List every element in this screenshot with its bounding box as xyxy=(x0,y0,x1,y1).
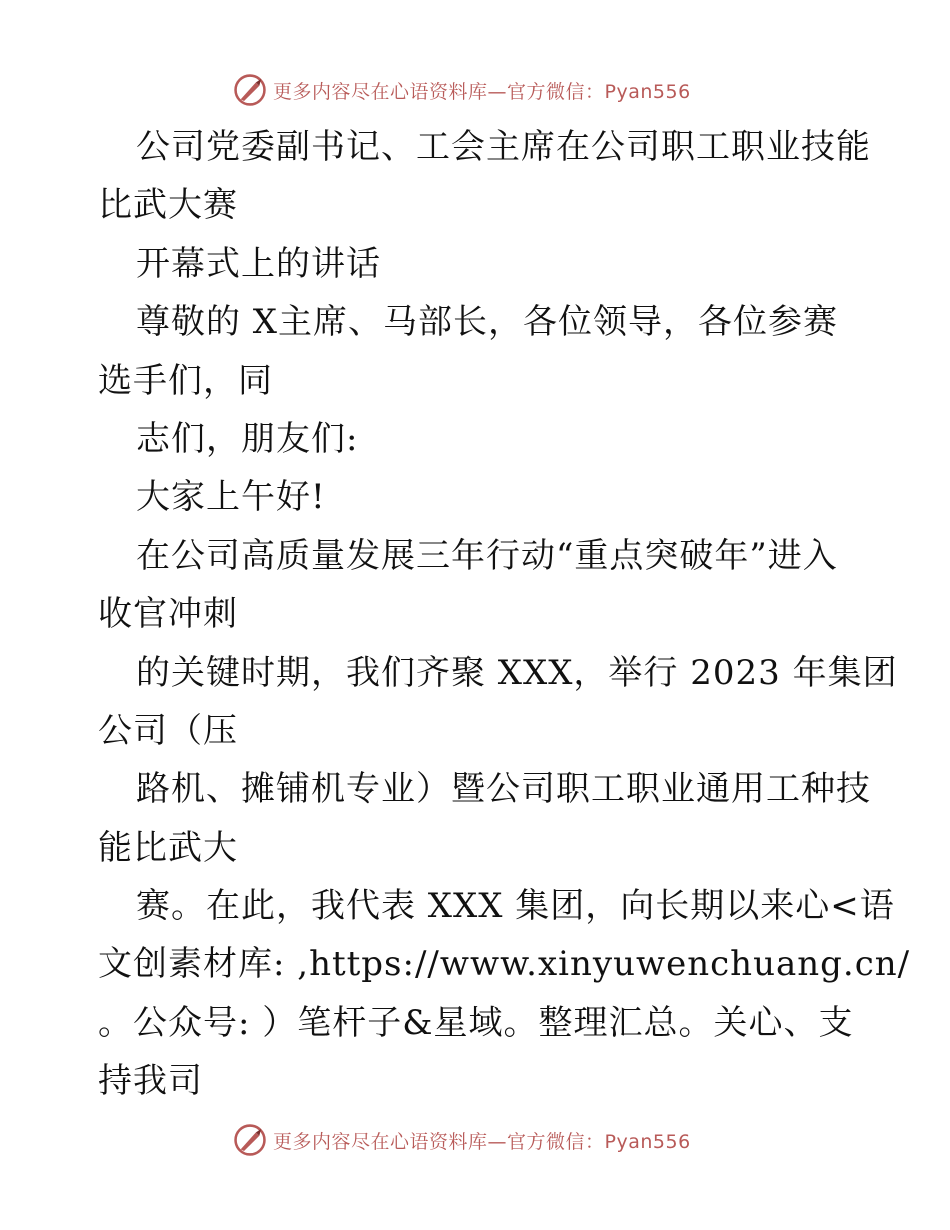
text-line: 收官冲刺 xyxy=(98,594,238,635)
text-line: 。公众号: ）笔杆子&星域。整理汇总。关心、支 xyxy=(98,1002,854,1043)
text-line: 比武大赛 xyxy=(98,185,238,226)
text-line: 在公司高质量发展三年行动“重点突破年”进入 xyxy=(136,535,838,576)
text-line: 文创素材库: ,https://www.xinyuwenchuang.cn/ xyxy=(98,944,911,985)
header-banner-text: 更多内容尽在心语资料库—官方微信：Pyan556 xyxy=(273,80,691,103)
text-line: 持我司 xyxy=(98,1061,203,1102)
quill-pen-logo-icon xyxy=(233,1123,267,1157)
text-line: 开幕式上的讲话 xyxy=(136,243,381,284)
text-line: 公司党委副书记、工会主席在公司职工职业技能 xyxy=(136,127,871,167)
text-line: 大家上午好! xyxy=(136,477,326,518)
text-line: 尊敬的 X主席、马部长，各位领导，各位参赛 xyxy=(136,302,839,343)
header-banner xyxy=(233,72,691,108)
text-line: 路机、摊铺机专业）暨公司职工职业通用工种技 xyxy=(136,769,871,810)
text-line: 选手们，同 xyxy=(98,360,273,401)
text-line: 赛。在此，我代表 XXX 集团，向长期以来心<语 xyxy=(136,886,895,927)
footer-banner xyxy=(233,1122,691,1158)
document-body xyxy=(98,118,911,1111)
text-line: 的关键时期，我们齐聚 XXX，举行 2023 年集团 xyxy=(136,652,898,693)
text-line: 能比武大 xyxy=(98,827,238,868)
text-line: 志们，朋友们: xyxy=(136,418,359,459)
footer-banner-text: 更多内容尽在心语资料库—官方微信：Pyan556 xyxy=(273,1130,691,1153)
quill-pen-logo-icon xyxy=(233,73,267,107)
text-line: 公司（压 xyxy=(98,710,238,751)
